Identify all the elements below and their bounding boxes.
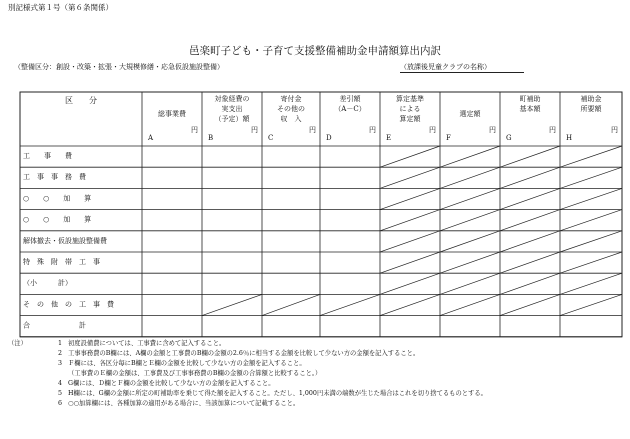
cell-slash xyxy=(560,273,622,294)
column-letter: B xyxy=(208,134,214,142)
column-header-line: 所要額 xyxy=(580,105,602,113)
note-number: 3 xyxy=(57,360,62,367)
cell-slash xyxy=(560,167,622,188)
column-header-line: 実支出 xyxy=(221,105,243,113)
cell-slash xyxy=(500,167,560,188)
note-number: 2 xyxy=(57,350,62,357)
cell-slash xyxy=(380,146,440,167)
cell-slash xyxy=(560,146,622,167)
cell-slash xyxy=(440,146,500,167)
note-number: 5 xyxy=(57,390,62,397)
row-label: そ の 他 の 工 事 費 xyxy=(23,300,114,309)
cell-slash xyxy=(440,294,500,315)
cell-slash xyxy=(500,294,560,315)
cell-slash xyxy=(202,294,262,315)
note-number: 6 xyxy=(57,400,62,407)
note-item xyxy=(8,389,628,399)
column-letter: G xyxy=(506,134,512,142)
cell-slash xyxy=(380,273,440,294)
cell-slash xyxy=(500,273,560,294)
cell-slash xyxy=(560,188,622,209)
column-letter: D xyxy=(326,134,332,142)
row-label: ○ ○ 加 算 xyxy=(23,194,92,203)
note-item xyxy=(8,359,628,369)
row-label: ○ ○ 加 算 xyxy=(23,215,92,224)
note-number: 4 xyxy=(57,380,62,387)
cell-slash xyxy=(440,210,500,231)
column-header-line: （予定）額 xyxy=(214,115,250,123)
note-text: G欄には、Ｄ欄とＦ欄の金額を比較して少ない方の金額を記入すること。 xyxy=(68,380,275,387)
note-item xyxy=(8,349,628,359)
cell-slash xyxy=(380,210,440,231)
cell-slash xyxy=(380,294,440,315)
column-header-line: 寄付金 xyxy=(280,95,302,103)
row-label: 解体撤去・仮設施設整備費 xyxy=(23,236,107,245)
cell-slash xyxy=(560,231,622,252)
notes-section xyxy=(8,339,628,409)
note-heading: （注） xyxy=(8,340,27,347)
cell-slash xyxy=(560,252,622,273)
category-note: （整備区分：創設・改築・拡張・大規模修繕・応急仮設施設整備） xyxy=(14,63,224,71)
column-header-line: 算定額 xyxy=(399,115,421,123)
column-unit: 円 xyxy=(489,126,496,134)
cell-slash xyxy=(380,167,440,188)
cell-slash xyxy=(440,252,500,273)
column-header-line: 収 入 xyxy=(280,115,302,123)
row-label: 工 事 費 xyxy=(23,152,72,160)
category-header: 区 分 xyxy=(65,96,97,105)
column-letter: F xyxy=(446,134,451,142)
column-header-line: 町補助 xyxy=(519,95,541,103)
note-text: ○○加算欄には、各種加算の適用がある場合に、当該加算について記載すること。 xyxy=(68,400,300,407)
cell-slash xyxy=(500,146,560,167)
note-item xyxy=(8,399,628,409)
club-name-field[interactable]: （放課後児童クラブの名称） xyxy=(400,62,524,73)
column-header-line: 基本額 xyxy=(519,105,541,113)
document-title: 邑楽町子ども・子育て支援整備補助金申請額算出内訳 xyxy=(189,45,441,57)
cell-slash xyxy=(380,231,440,252)
column-header-line: 算定基準 xyxy=(396,95,424,103)
cell-slash xyxy=(262,294,320,315)
row-label: （小 計） xyxy=(23,279,72,288)
column-header-line: 対象経費の xyxy=(214,95,250,103)
column-header-line: 補助金 xyxy=(580,95,602,103)
cell-slash xyxy=(440,188,500,209)
column-header-line: 差引額 xyxy=(339,95,361,103)
column-header-line: （A－C） xyxy=(334,105,366,113)
cell-slash xyxy=(440,273,500,294)
note-text: 工事事務費のB欄には、A欄の金額と工事費のB欄の金額の2.6％に相当する金額を比較して少ない方の金額を記入すること。 xyxy=(68,350,420,357)
note-item xyxy=(8,369,628,379)
form-number: 別記様式第１号（第６条関係） xyxy=(8,3,113,12)
cell-slash xyxy=(560,210,622,231)
cell-slash xyxy=(500,252,560,273)
note-text: Ｆ欄には、各区分毎にB欄とＥ欄の金額を比較して少ない方の金額を記入すること。 xyxy=(68,360,306,367)
note-item xyxy=(8,339,628,349)
note-text: 初度設備費については、工事費に含めて記入すること。 xyxy=(68,340,226,347)
column-header-line: その他の xyxy=(277,105,305,113)
cell-slash xyxy=(380,188,440,209)
cell-slash xyxy=(500,231,560,252)
column-unit: 円 xyxy=(429,126,436,134)
column-unit: 円 xyxy=(369,126,376,134)
cell-slash xyxy=(500,210,560,231)
column-unit: 円 xyxy=(251,126,258,134)
column-header-line: による xyxy=(399,105,421,113)
note-text: H欄には、G欄の金額に所定の町補助率を乗じて得た額を記入すること。ただし、1,000円未満の端数が生じた場合はこれを切り捨てるものとする。 xyxy=(68,390,487,397)
row-label: 特 殊 附 帯 工 事 xyxy=(23,258,100,266)
column-unit: 円 xyxy=(191,126,198,134)
cell-slash xyxy=(440,231,500,252)
column-letter: H xyxy=(566,134,573,142)
cell-slash xyxy=(380,252,440,273)
cell-slash xyxy=(320,294,380,315)
cell-slash xyxy=(560,294,622,315)
note-number: 1 xyxy=(57,340,62,347)
cell-slash xyxy=(500,188,560,209)
column-unit: 円 xyxy=(611,126,618,134)
column-header-line: 選定額 xyxy=(459,110,481,118)
column-letter: E xyxy=(386,134,392,142)
note-text: （工事費のＥ欄の金額は、工事費及び工事事務費のB欄の金額の合算額と比較すること。） xyxy=(68,370,322,377)
column-unit: 円 xyxy=(309,126,316,134)
row-label: 合 計 xyxy=(23,321,86,330)
column-letter: C xyxy=(268,134,274,142)
column-letter: A xyxy=(148,134,154,142)
cell-slash xyxy=(440,167,500,188)
column-header-line: 総事業費 xyxy=(158,110,186,118)
column-unit: 円 xyxy=(549,126,556,134)
row-label: 工 事 事 務 費 xyxy=(23,173,86,182)
note-item xyxy=(8,379,628,389)
